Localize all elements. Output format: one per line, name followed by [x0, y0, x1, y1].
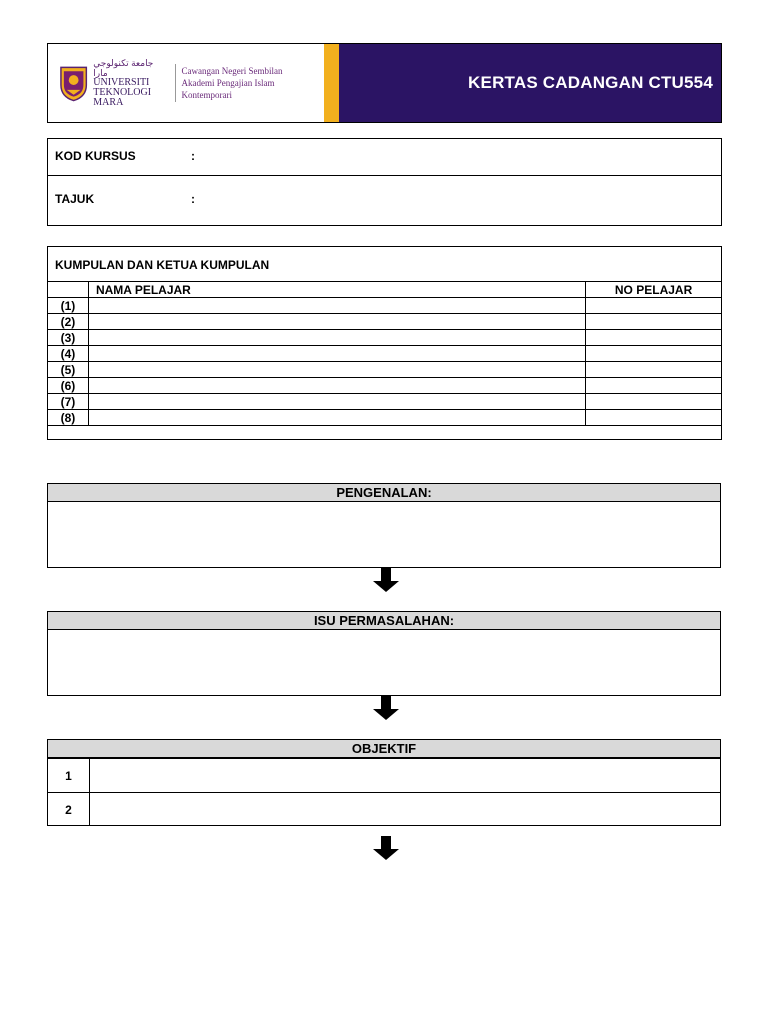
student-name-cell[interactable] [88, 362, 585, 378]
student-no-header: NO PELAJAR [586, 282, 722, 298]
table-row [48, 394, 722, 410]
issue-content-area[interactable] [48, 630, 720, 695]
logo-teknologi: TEKNOLOGI [93, 87, 152, 98]
title-panel [339, 44, 721, 122]
row-number: (4) [48, 346, 89, 362]
objective-number: 1 [48, 759, 90, 793]
issue-box [47, 611, 721, 696]
arrow-down-icon [372, 836, 400, 861]
row-number: (8) [48, 410, 89, 426]
row-number: (5) [48, 362, 89, 378]
logo-mara: MARA [93, 97, 124, 108]
student-no-cell[interactable] [586, 298, 722, 314]
course-code-label: KOD KURSUS [55, 149, 136, 163]
university-logo-text [93, 58, 168, 108]
introduction-content-area[interactable] [48, 502, 720, 567]
student-name-cell[interactable] [88, 314, 585, 330]
row-number: (6) [48, 378, 89, 394]
table-row [48, 346, 722, 362]
student-name-cell[interactable] [88, 330, 585, 346]
student-no-cell[interactable] [586, 394, 722, 410]
group-table [47, 281, 722, 426]
table-row [48, 314, 722, 330]
document-title: KERTAS CADANGAN CTU554 [468, 73, 713, 92]
course-code-colon: : [191, 149, 195, 163]
group-table-header [48, 282, 722, 298]
arrow-down-icon [372, 696, 400, 721]
table-row [48, 362, 722, 378]
table-row [48, 378, 722, 394]
header-banner [47, 43, 722, 123]
objective-row[interactable] [48, 758, 720, 793]
student-no-cell[interactable] [586, 362, 722, 378]
arrow-down-icon [372, 568, 400, 593]
student-no-cell[interactable] [586, 346, 722, 362]
student-name-cell[interactable] [88, 410, 585, 426]
row-number: (2) [48, 314, 89, 330]
objective-number: 2 [48, 793, 90, 826]
student-name-cell[interactable] [88, 298, 585, 314]
student-no-cell[interactable] [586, 378, 722, 394]
number-column-header [48, 282, 89, 298]
row-number: (3) [48, 330, 89, 346]
academy-name: Akademi Pengajian Islam Kontemporari [181, 78, 275, 100]
student-no-cell[interactable] [586, 314, 722, 330]
student-name-cell[interactable] [88, 378, 585, 394]
gold-accent-bar [324, 44, 339, 122]
introduction-heading: PENGENALAN: [48, 484, 720, 502]
objective-heading: OBJEKTIF [48, 740, 720, 758]
row-number: (7) [48, 394, 89, 410]
course-info-box [47, 138, 722, 226]
branch-text [182, 65, 324, 101]
table-row [48, 298, 722, 314]
group-box [47, 246, 722, 440]
title-label: TAJUK [55, 192, 95, 206]
student-name-cell[interactable] [88, 346, 585, 362]
objective-row[interactable] [48, 792, 720, 826]
logo-universiti: UNIVERSITI [93, 77, 150, 88]
student-name-cell[interactable] [88, 394, 585, 410]
uitm-crest-icon [58, 63, 89, 103]
logo-area [48, 44, 324, 122]
logo-divider [175, 64, 176, 102]
issue-heading: ISU PERMASALAHAN: [48, 612, 720, 630]
table-row [48, 410, 722, 426]
group-title: KUMPULAN DAN KETUA KUMPULAN [55, 258, 270, 272]
row-number: (1) [48, 298, 89, 314]
branch-name: Cawangan Negeri Sembilan [181, 66, 283, 76]
course-code-row[interactable] [48, 139, 721, 176]
introduction-box [47, 483, 721, 568]
student-no-cell[interactable] [586, 330, 722, 346]
title-colon: : [191, 192, 195, 206]
student-no-cell[interactable] [586, 410, 722, 426]
title-row[interactable] [48, 175, 721, 225]
student-name-header: NAMA PELAJAR [88, 282, 585, 298]
objective-box [47, 739, 721, 826]
logo-arabic-text: ﺟﺎﻣﻌﺔ ﺗﻜﻨﻮﻟﻮﺟﻲ ﻣﺎرا [93, 58, 154, 78]
table-row [48, 330, 722, 346]
